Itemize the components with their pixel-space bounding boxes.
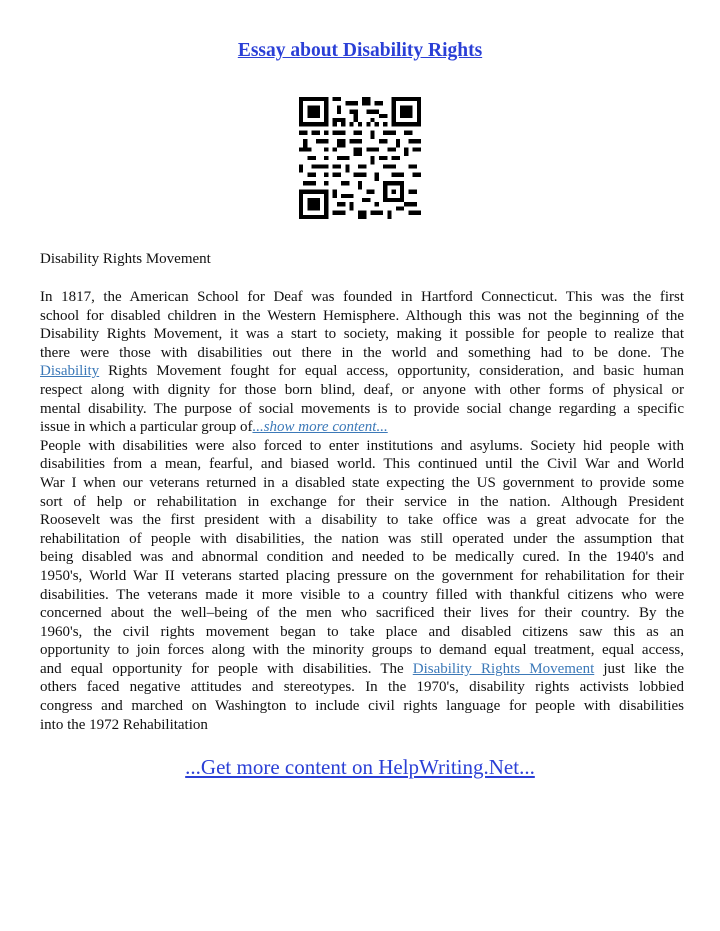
text-line: respect along with dignity for those born blind, deaf, or anyone with other forms of physical or — [40, 381, 684, 398]
text-line: 1960's, the civil rights movement began to take place and disabled citizens saw this as an — [40, 623, 684, 640]
text-line: concerned about the well–being of the men who sacrificed their lives for their country. By the — [40, 605, 684, 622]
essay-body — [40, 288, 684, 734]
text-line: 1950's, World War II veterans started placing pressure on the government for rehabilitation for their — [40, 567, 684, 584]
text-line: school for disabled children in the Western Hemisphere. Although this was not the beginning of the — [40, 307, 684, 324]
text-line: others faced negative attitudes and stereotypes. In the 1970's, disability rights activists lobbied — [40, 679, 684, 696]
text-line — [40, 362, 684, 381]
disability-rights-movement-link[interactable]: Disability Rights Movement — [412, 660, 595, 677]
text-line: disabilities from a mean, fearful, and biased world. This continued until the Civil War and World — [40, 456, 684, 473]
text-fragment: issue in which a particular group of — [40, 419, 253, 436]
text-line: rehabilitation of people with disabilities, the nation was still operated under the assumption that — [40, 530, 684, 547]
text-line: congress and marched on Washington to include civil rights language for people with disabilities — [40, 698, 684, 715]
qr-code-icon — [299, 97, 421, 219]
page-title[interactable]: Essay about Disability Rights — [237, 40, 483, 61]
text-line: there were those with disabilities out there in the world and something had to be done. The — [40, 344, 684, 361]
text-fragment: Rights Movement fought for equal access, opportunity, consideration, and basic human — [99, 363, 684, 380]
text-line: War I when our veterans returned in a disabled state expecting the US government to provide some — [40, 474, 684, 491]
text-line: In 1817, the American School for Deaf was founded in Hartford Connecticut. This was the first — [40, 289, 684, 305]
text-line: disabilities. The veterans made it more visible to a country filled with thankful citizens who were — [40, 586, 684, 603]
get-more-content-link[interactable]: ...Get more content on HelpWriting.Net... — [185, 755, 535, 779]
show-more-link[interactable]: ...show more content... — [252, 419, 388, 436]
text-line: Roosevelt was the first president with a disability to take office was a great advocate for the — [40, 512, 684, 529]
paragraph-1 — [40, 288, 684, 437]
text-fragment: just like the — [594, 660, 684, 677]
disability-link[interactable]: Disability — [40, 363, 100, 380]
paragraph-2 — [40, 437, 684, 735]
text-line: into the 1972 Rehabilitation — [40, 716, 208, 733]
text-line: People with disabilities were also forced to enter institutions and asylums. Society hid people with — [40, 437, 684, 454]
text-line: Disability Rights Movement, it was a start to society, making it possible for people to realize that — [40, 326, 684, 343]
text-fragment: and equal opportunity for people with disabilities. The — [40, 660, 413, 677]
text-line — [40, 660, 684, 679]
text-line: mental disability. The purpose of social movements is to provide social change regarding a specific — [40, 400, 684, 417]
text-line: sort of help or rehabilitation in exchange for their service in the nation. Although President — [40, 493, 684, 510]
text-line — [40, 418, 684, 437]
text-line: opportunity to join forces along with the minority groups to demand equal treatment, equal access, — [40, 642, 684, 659]
essay-heading: Disability Rights Movement — [40, 251, 211, 267]
text-line: being disabled was and abnormal condition and needed to be medically cured. In the 1940's and — [40, 549, 684, 566]
